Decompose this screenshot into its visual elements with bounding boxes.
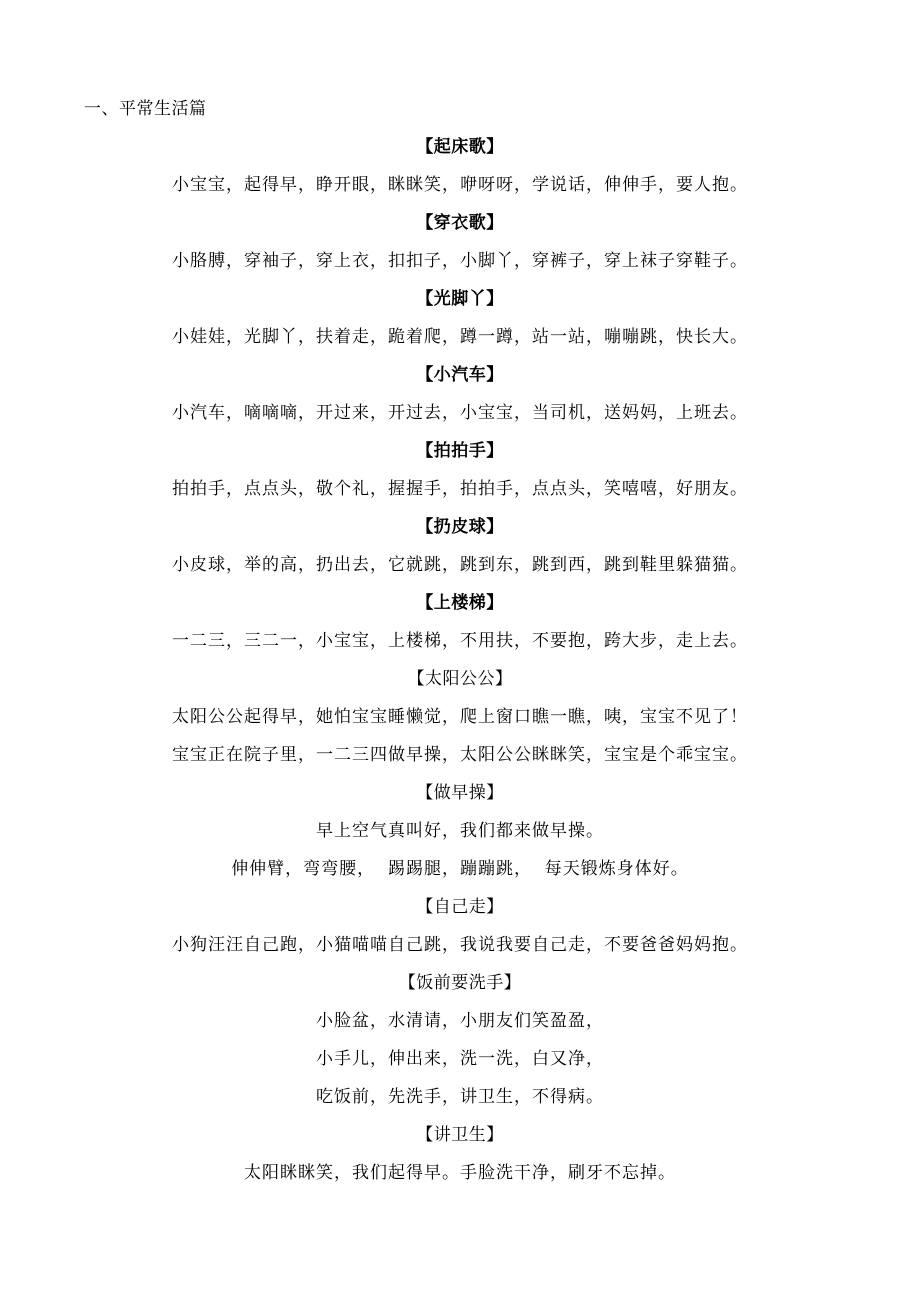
- poem-line: 小手儿，伸出来，洗一洗，白又净，: [316, 1049, 604, 1069]
- poem-title: 【做早操】: [416, 783, 504, 803]
- poem-title: 【饭前要洗手】: [398, 973, 522, 993]
- section-heading: 一、平常生活篇: [84, 99, 207, 119]
- poem-line: 宝宝正在院子里，一二三四做早操，太阳公公眯眯笑，宝宝是个乖宝宝。: [172, 745, 748, 765]
- poem-line: 太阳公公起得早，她怕宝宝睡懒觉，爬上窗口瞧一瞧，咦，宝宝不见了！: [172, 707, 748, 727]
- poem-line: 小宝宝，起得早，睁开眼，眯眯笑，咿呀呀，学说话，伸伸手，要人抱。: [172, 175, 748, 195]
- poem-line: 太阳眯眯笑，我们起得早。手脸洗干净，刷牙不忘掉。: [244, 1163, 676, 1183]
- poem-line: 小娃娃，光脚丫，扶着走，跪着爬，蹲一蹲，站一站，嘣嘣跳，快长大。: [172, 327, 748, 347]
- poem-line: 伸伸臂，弯弯腰， 踢踢腿，蹦蹦跳， 每天锻炼身体好。: [231, 859, 689, 879]
- poem-title: 【太阳公公】: [407, 669, 513, 689]
- poem-line: 早上空气真叫好，我们都来做早操。: [316, 821, 604, 841]
- poem-line: 小脸盆，水清请，小朋友们笑盈盈，: [316, 1011, 604, 1031]
- poem-title: 【讲卫生】: [416, 1125, 504, 1145]
- poem-line: 小胳膊，穿袖子，穿上衣，扣扣子，小脚丫，穿裤子，穿上袜子穿鞋子。: [172, 251, 748, 271]
- poem-title: 【上楼梯】: [416, 593, 504, 613]
- poem-line: 一二三，三二一，小宝宝，上楼梯，不用扶，不要抱，跨大步，走上去。: [172, 631, 748, 651]
- poem-line: 小狗汪汪自己跑，小猫喵喵自己跳，我说我要自己走，不要爸爸妈妈抱。: [172, 935, 748, 955]
- poem-line: 小皮球，举的高，扔出去，它就跳，跳到东，跳到西，跳到鞋里躲猫猫。: [172, 555, 748, 575]
- poem-title: 【穿衣歌】: [416, 213, 504, 233]
- poem-title: 【起床歌】: [416, 137, 504, 157]
- poem-title: 【扔皮球】: [416, 517, 504, 537]
- rhyme-list: [0, 128, 920, 1192]
- poem-title: 【光脚丫】: [416, 289, 504, 309]
- poem-title: 【小汽车】: [416, 365, 504, 385]
- poem-title: 【拍拍手】: [416, 441, 504, 461]
- poem-title: 【自己走】: [416, 897, 504, 917]
- poem-line: 拍拍手，点点头，敬个礼，握握手，拍拍手，点点头，笑嘻嘻，好朋友。: [172, 479, 748, 499]
- poem-line: 小汽车，嘀嘀嘀，开过来，开过去，小宝宝，当司机，送妈妈，上班去。: [172, 403, 748, 423]
- poem-line: 吃饭前，先洗手，讲卫生，不得病。: [316, 1087, 604, 1107]
